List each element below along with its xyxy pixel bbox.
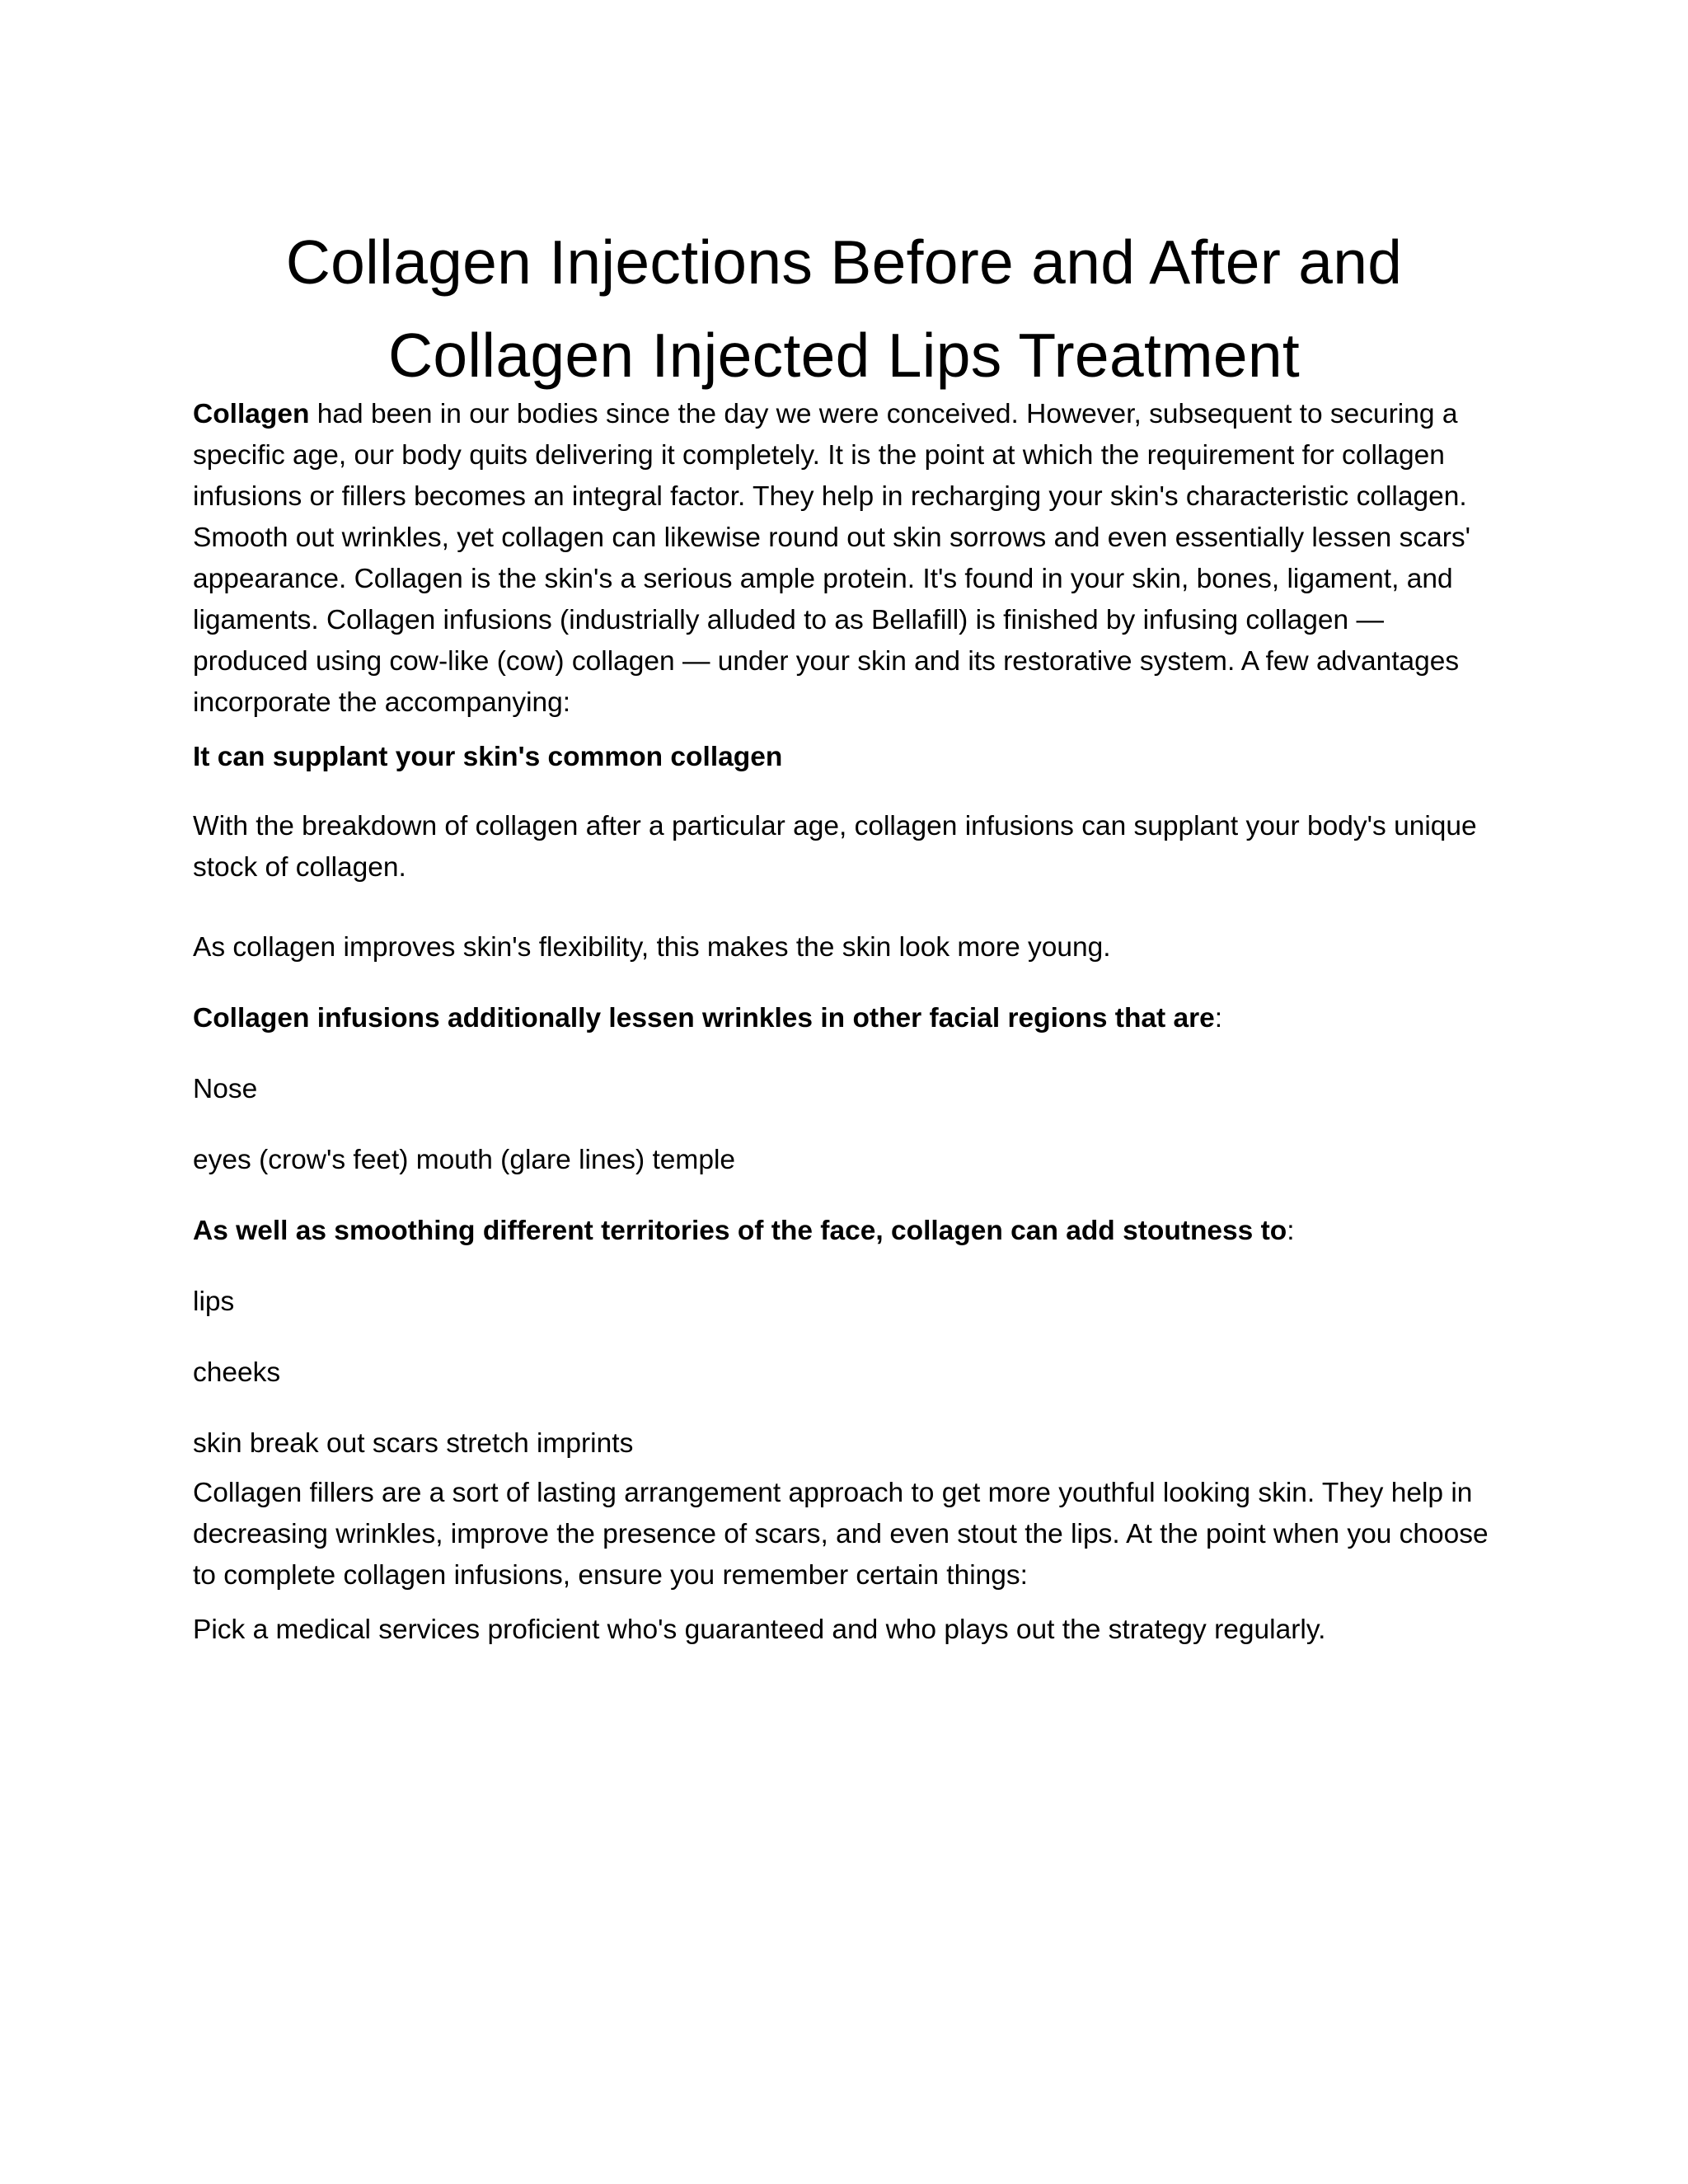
- heading-wrinkles-text: Collagen infusions additionally lessen wrinkles in other facial regions that are: [193, 1003, 1215, 1033]
- list-item-cheeks: cheeks: [193, 1357, 281, 1388]
- title-line-2: Collagen Injected Lips Treatment: [387, 321, 1301, 390]
- paragraph-pick: Pick a medical services proficient who's guaranteed and who plays out the strategy regularly.: [193, 1615, 1326, 1645]
- document-body: [193, 394, 1503, 1651]
- heading-supplant: It can supplant your skin's common collagen: [193, 742, 783, 772]
- heading-wrinkles-colon: :: [1214, 1003, 1223, 1033]
- list-item-scars: skin break out scars stretch imprints: [193, 1428, 634, 1459]
- paragraph-fillers: Collagen fillers are a sort of lasting arrangement approach to get more youthful looking skin. They help in decreasing wrinkles, improve the presence of scars, and even stout the lips. At the point when you choose to complete collagen infusions, ensure you remember certain things:: [193, 1478, 1489, 1591]
- heading-wrinkles: [193, 998, 1503, 1039]
- intro-paragraph: [193, 394, 1503, 724]
- intro-lead-word: Collagen: [193, 399, 310, 429]
- page-title: [193, 216, 1495, 402]
- intro-text: had been in our bodies since the day we were conceived. However, subsequent to securing a specific age, our body quits delivering it completely. It is the point at which the requirement for collagen infusions or fillers becomes an integral factor. They help in recharging your skin's characteristic collagen. Smooth out wrinkles, yet collagen can likewise round out skin sorrows and even essentially lessen scars' appearance. Collagen is the skin's a serious ample protein. It's found in your skin, bones, ligament, and ligaments. Collagen infusions (industrially alluded to as Bellafill) is finished by infusing collagen — produced using cow-like (cow) collagen — under your skin and its restorative system. A few advantages incorporate the accompanying:: [193, 399, 1471, 718]
- list-item-lips: lips: [193, 1286, 235, 1317]
- list-item-nose: Nose: [193, 1074, 258, 1104]
- heading-stoutness-text: As well as smoothing different territories of the face, collagen can add stoutness to: [193, 1216, 1287, 1246]
- heading-stoutness: [193, 1211, 1503, 1252]
- heading-stoutness-colon: :: [1287, 1216, 1295, 1246]
- paragraph-breakdown: With the breakdown of collagen after a particular age, collagen infusions can supplant your body's unique stock of collagen.: [193, 811, 1477, 883]
- list-item-eyes: eyes (crow's feet) mouth (glare lines) temple: [193, 1145, 736, 1175]
- paragraph-flexibility: As collagen improves skin's flexibility, this makes the skin look more young.: [193, 932, 1111, 963]
- title-line-1: Collagen Injections Before and After and: [285, 227, 1403, 297]
